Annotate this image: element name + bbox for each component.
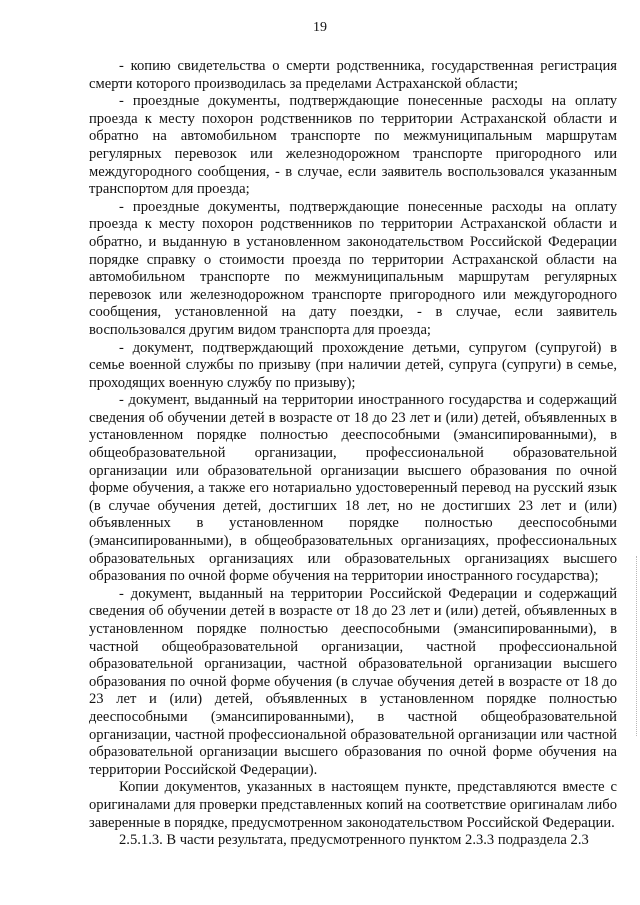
paragraph-section-2-5-1-3: 2.5.1.3. В части результата, предусмотренного пунктом 2.3.3 подраздела 2.3 xyxy=(119,832,589,849)
paragraph-death-certificate: - копию свидетельства о смерти родственника, государственная регистрация смерти которого производилась за пределами Астраханской области; xyxy=(89,58,617,92)
paragraph-domestic-education: - документ, выданный на территории Российской Федерации и содержащий сведения об обучении детей в возрасте от 18 до 23 лет и (или) детей, объявленных в установленном порядке полностью дееспособными (эмансипированными), в частной общеобразовательной организации, частной профессиональной образовательной организации, частной образовательной организации высшего образования по очной форме обучения (в случае обучения детей в возрасте от 18 до 23 лет и (или) детей, объявленных в установленном порядке полностью дееспособными (эмансипированными), в частной общеобразовательной организации, частной профессиональной образовательной организации или частной образовательной организации высшего образования по очной форме обучения на территории Российской Федерации). xyxy=(89,585,617,778)
page-number: 19 xyxy=(313,20,327,35)
paragraph-travel-documents-other: - проездные документы, подтверждающие понесенные расходы на оплату проезда к месту похорон родственников по территории Астраханской области и обратно, и выданную в установленном законодательством Российской Федерации порядке справку о стоимости проезда по территории Астраханской области на автомобильном транспорте по межмуниципальным маршрутам регулярных перевозок или железнодорожном транспорте пригородного или междугородного сообщения, установленной на дату поездки, - в случае, если заявитель воспользовался другим видом транспорта для проезда; xyxy=(89,198,617,338)
scan-margin-artifact xyxy=(628,556,637,736)
paragraph-travel-documents-regular: - проездные документы, подтверждающие понесенные расходы на оплату проезда к месту похорон родственников по территории Астраханской области и обратно на автомобильном транспорте по межмуниципальным маршрутам регулярных перевозок или железнодорожном транспорте пригородного или междугородного сообщения, - в случае, если заявитель воспользовался указанным транспортом для проезда; xyxy=(89,93,617,198)
document-body xyxy=(89,58,617,850)
paragraph-foreign-education: - документ, выданный на территории иностранного государства и содержащий сведения об обучении детей в возрасте от 18 до 23 лет и (или) детей, объявленных в установленном порядке полностью дееспособными (эмансипированными), в общеобразовательной организации, профессиональной образовательной организации или образовательной организации высшего образования по очной форме обучения, а также его нотариально удостоверенный перевод на русский язык (в случае обучения детей, достигших 18 лет, но не достигших 23 лет и (или) объявленных в установленном порядке полностью дееспособными (эмансипированными), в общеобразовательных организациях, профессиональных образовательных организациях или образовательных организациях высшего образования по очной форме обучения на территории иностранного государства); xyxy=(89,392,617,585)
paragraph-military-service: - документ, подтверждающий прохождение детьми, супругом (супругой) в семье военной службы по призыву (при наличии детей, супруга (супруги) в семье, проходящих военную службу по призыву); xyxy=(89,339,617,391)
paragraph-document-copies: Копии документов, указанных в настоящем пункте, представляются вместе с оригиналами для проверки представленных копий на соответствие оригиналам либо заверенные в порядке, предусмотренном законодательством Российской Федерации. xyxy=(89,779,617,831)
